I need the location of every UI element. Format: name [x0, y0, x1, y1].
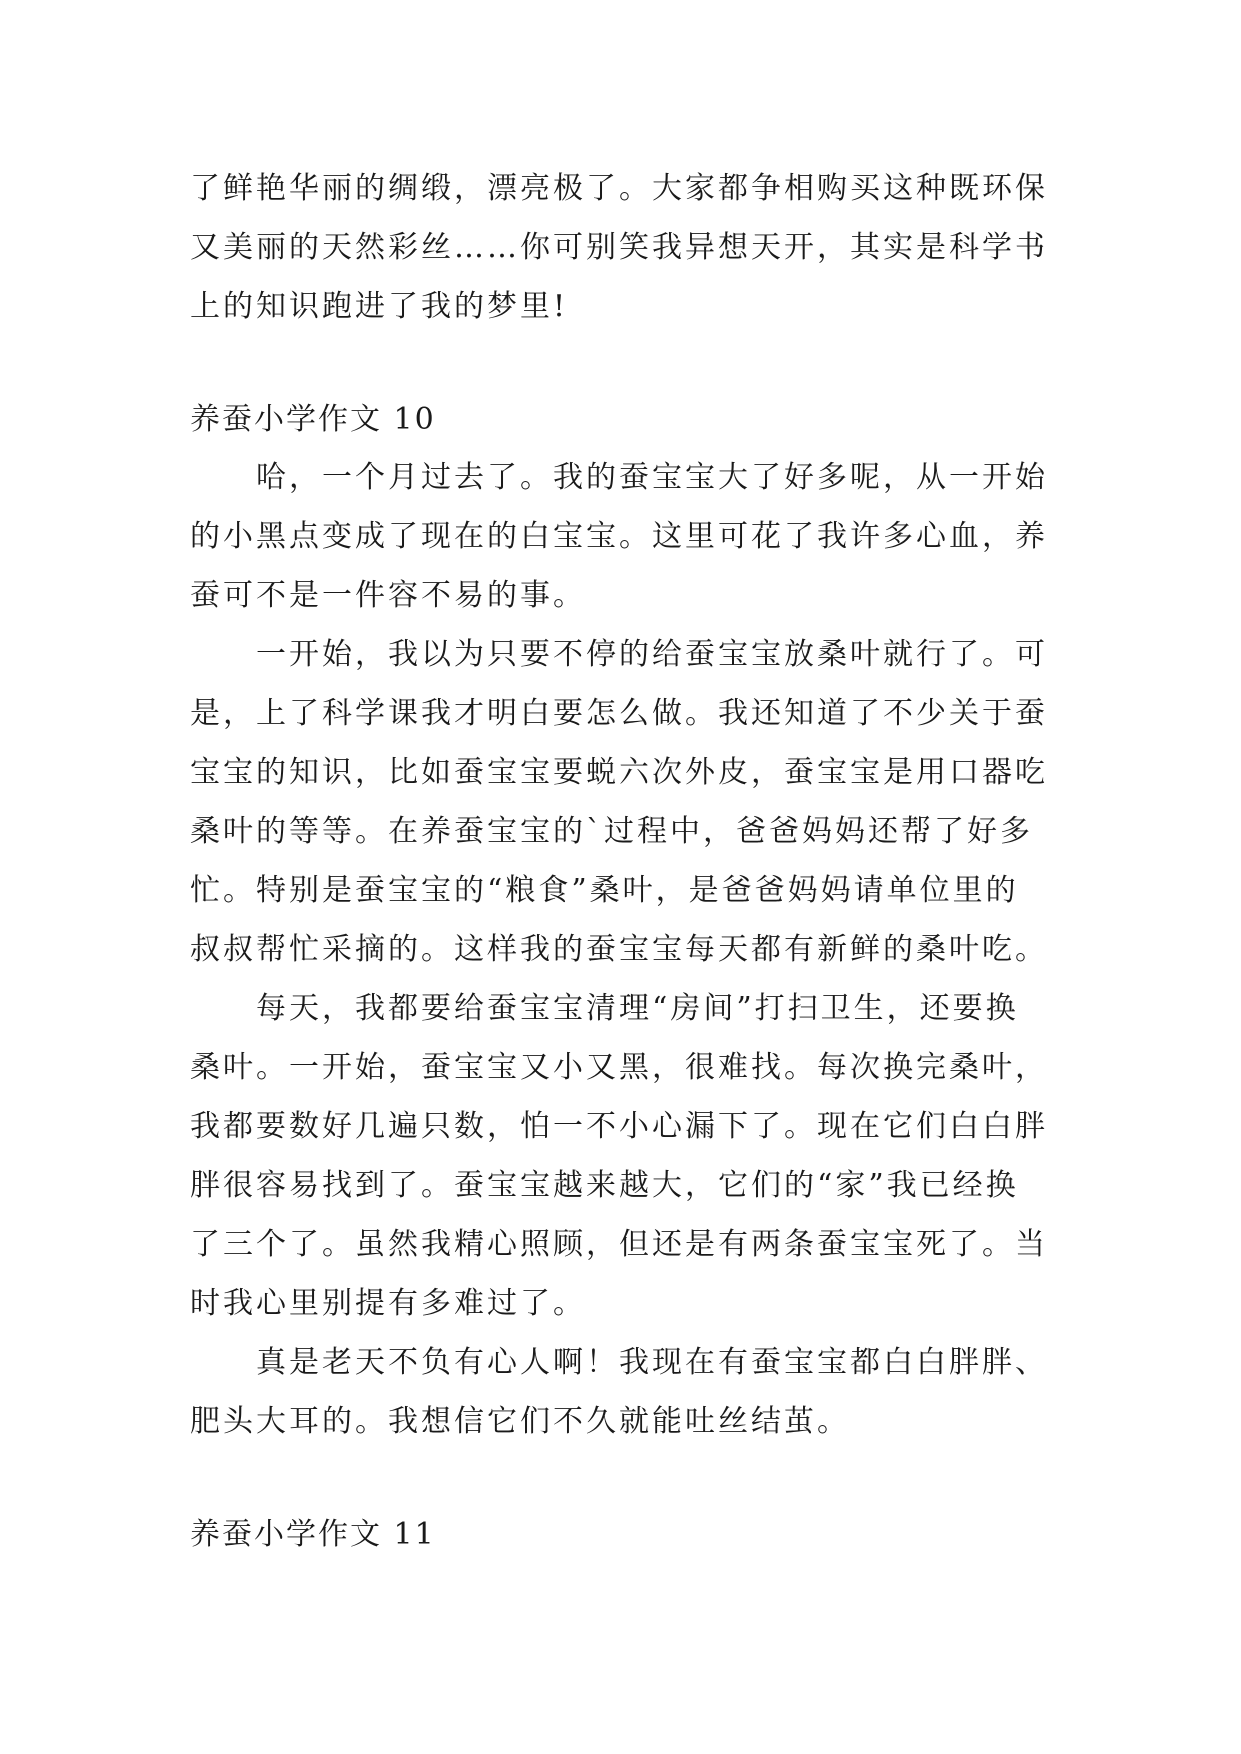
text-line: 桑叶的等等。在养蚕宝宝的`过程中，爸爸妈妈还帮了好多 — [190, 814, 1033, 849]
text-line: 蚕可不是一件容不易的事。 — [190, 578, 586, 613]
text-line: 叔叔帮忙采摘的。这样我的蚕宝宝每天都有新鲜的桑叶吃。 — [190, 932, 1048, 967]
text-line: 每天，我都要给蚕宝宝清理“房间”打扫卫生，还要换 — [256, 991, 1019, 1026]
text-line: 上的知识跑进了我的梦里! — [190, 289, 569, 324]
text-line: 了鲜艳华丽的绸缎，漂亮极了。大家都争相购买这种既环保 — [190, 171, 1048, 206]
text-line: 真是老天不负有心人啊！我现在有蚕宝宝都白白胖胖、 — [256, 1345, 1048, 1380]
section-heading: 养蚕小学作文 10 — [190, 402, 436, 437]
text-line: 了三个了。虽然我精心照顾，但还是有两条蚕宝宝死了。当 — [190, 1227, 1048, 1262]
text-line: 胖很容易找到了。蚕宝宝越来越大，它们的“家”我已经换 — [190, 1168, 1019, 1203]
text-line: 忙。特别是蚕宝宝的“粮食”桑叶，是爸爸妈妈请单位里的 — [190, 873, 1019, 908]
text-line: 是，上了科学课我才明白要怎么做。我还知道了不少关于蚕 — [190, 696, 1048, 731]
text-line: 我都要数好几遍只数，怕一不小心漏下了。现在它们白白胖 — [190, 1109, 1048, 1144]
text-line: 一开始，我以为只要不停的给蚕宝宝放桑叶就行了。可 — [256, 637, 1048, 672]
text-line: 桑叶。一开始，蚕宝宝又小又黑，很难找。每次换完桑叶， — [190, 1050, 1048, 1085]
text-line: 哈，一个月过去了。我的蚕宝宝大了好多呢，从一开始 — [256, 460, 1048, 495]
text-line: 的小黑点变成了现在的白宝宝。这里可花了我许多心血，养 — [190, 519, 1048, 554]
section-heading: 养蚕小学作文 11 — [190, 1517, 436, 1552]
text-line: 肥头大耳的。我想信它们不久就能吐丝结茧。 — [190, 1404, 850, 1439]
text-line: 宝宝的知识，比如蚕宝宝要蜕六次外皮，蚕宝宝是用口器吃 — [190, 755, 1048, 790]
text-line: 时我心里别提有多难过了。 — [190, 1286, 586, 1321]
text-line: 又美丽的天然彩丝……你可别笑我异想天开，其实是科学书 — [190, 230, 1048, 265]
